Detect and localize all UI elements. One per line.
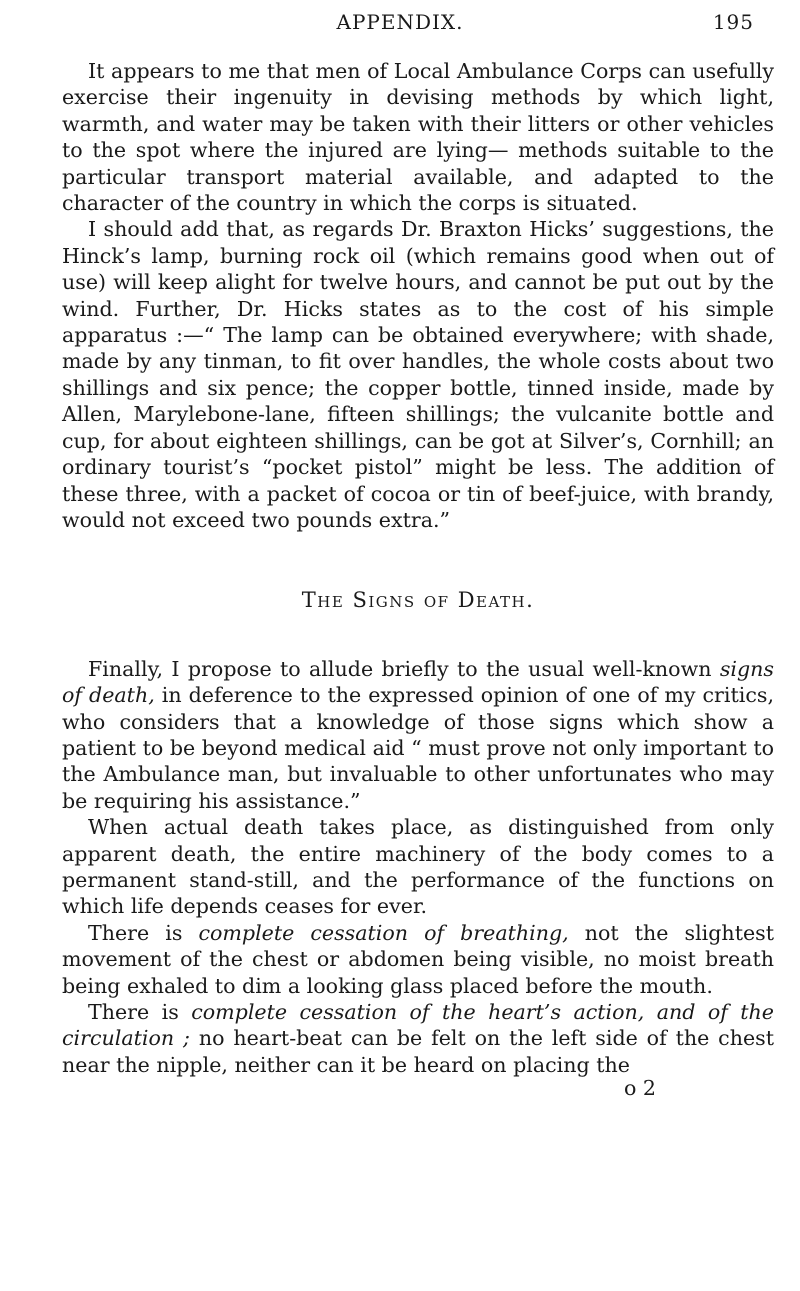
paragraph-actual-death: When actual death takes place, as distinguished from only apparent death, the entire machinery of the body comes to a permanent stand-still, and the performance of the functions on which life depends ceases for ever. — [62, 815, 774, 919]
page-number: 195 — [712, 10, 754, 34]
running-title: APPENDIX. — [336, 10, 464, 34]
paragraph-lamp-costs: I should add that, as regards Dr. Braxton Hicks’ suggestions, the Hinck’s lamp, burning rock oil (which remains good when out of use) will keep alight for twelve hours, and cannot be put out by the wind. Further, Dr. Hicks states as to the cost of his simple apparatus :—“ The lamp can be obtained everywhere; with shade, made by any tinman, to fit over handles, the whole costs about two shillings and six pence; the copper bottle, tinned inside, made by Allen, Marylebone-lane, fifteen shillings; the vulcanite bottle and cup, for about eighteen shillings, can be got at Silver’s, Cornhill; an ordinary tourist’s “pocket pistol” might be less. The addition of these three, with a packet of cocoa or tin of beef-juice, with brandy, would not exceed two pounds extra.” — [62, 217, 774, 532]
section-heading: The Signs of Death. — [301, 588, 535, 613]
paragraph-circulation: There is complete cessation of the heart’s action, and of the circulation ; no heart-beat can be felt on the left side of the chest near the nipple, neither can it be heard on placing the — [62, 1000, 774, 1077]
running-head — [0, 6, 800, 36]
signature-mark: o 2 — [623, 1076, 656, 1101]
paragraph-breathing: There is complete cessation of breathing, not the slightest movement of the chest or abdomen being visible, no moist breath being exhaled to dim a looking glass placed before the mouth. — [62, 920, 775, 998]
paragraph-signs-intro: Finally, I propose to allude briefly to the usual well-known signs of death, in deference to the expressed opinion of one of my critics, who considers that a knowledge of those signs which show a patient to be beyond medical aid “ must prove not only important to the Ambulance man, but invaluable to other unfortunates who may be requiring his assistance.” — [62, 656, 774, 813]
paragraph-ambulance-methods: It appears to me that men of Local Ambulance Corps can usefully exercise their ingenuity in devising methods by which light, warmth, and water may be taken with their litters or other vehicles to the spot where the injured are lying— methods suitable to the particular transport material available, and adapted to the character of the country in which the corps is situated. — [62, 59, 774, 216]
body-text — [62, 58, 774, 1102]
italic-phrase: complete cessation of the heart’s action, and of the circulation ; — [62, 1000, 774, 1051]
italic-phrase: complete cessation of breathing, — [198, 920, 569, 945]
italic-phrase: signs of death, — [62, 656, 774, 708]
